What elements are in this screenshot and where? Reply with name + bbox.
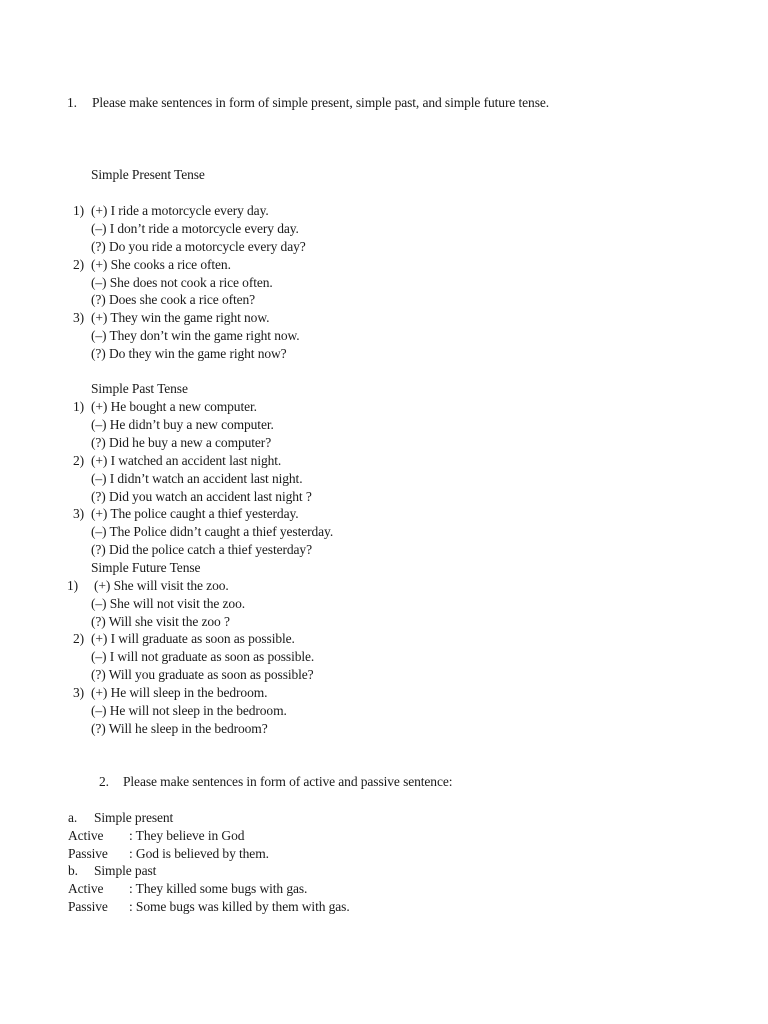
future-item-1-question: (?) Will she visit the zoo ? <box>91 614 230 629</box>
present-item-1-number: 1) <box>73 203 85 218</box>
future-item-3-positive: (+) He will sleep in the bedroom. <box>91 685 268 700</box>
voice-b-passive-sentence: : Some bugs was killed by them with gas. <box>129 899 350 914</box>
past-item-3-question: (?) Did the police catch a thief yesterday? <box>91 542 312 557</box>
future-item-3-number: 3) <box>73 685 85 700</box>
past-item-3-negative: (–) The Police didn’t caught a thief yesterday. <box>91 524 334 539</box>
future-item-3-negative: (–) He will not sleep in the bedroom. <box>91 703 287 718</box>
past-item-2-negative: (–) I didn’t watch an accident last night. <box>91 471 303 486</box>
question-1-number: 1. <box>67 95 77 110</box>
present-item-3-number: 3) <box>73 310 85 325</box>
past-heading: Simple Past Tense <box>91 381 188 396</box>
voice-b-active-label: Active <box>68 881 104 896</box>
voice-a-title: Simple present <box>94 810 174 825</box>
past-item-2-number: 2) <box>73 453 85 468</box>
voice-b-letter: b. <box>68 863 78 878</box>
voice-a-active-label: Active <box>68 828 104 843</box>
present-item-3-question: (?) Do they win the game right now? <box>91 346 287 361</box>
voice-b-passive-label: Passive <box>68 899 108 914</box>
present-item-3-negative: (–) They don’t win the game right now. <box>91 328 300 343</box>
future-item-1-negative: (–) She will not visit the zoo. <box>91 596 246 611</box>
future-item-2-positive: (+) I will graduate as soon as possible. <box>91 631 295 646</box>
past-item-3-number: 3) <box>73 506 85 521</box>
past-item-1-question: (?) Did he buy a new a computer? <box>91 435 272 450</box>
present-item-1-question: (?) Do you ride a motorcycle every day? <box>91 239 306 254</box>
past-item-1-number: 1) <box>73 399 85 414</box>
past-item-1-positive: (+) He bought a new computer. <box>91 399 257 414</box>
future-item-1-positive: (+) She will visit the zoo. <box>94 578 229 593</box>
present-item-3-positive: (+) They win the game right now. <box>91 310 270 325</box>
past-item-3-positive: (+) The police caught a thief yesterday. <box>91 506 299 521</box>
future-item-3-question: (?) Will he sleep in the bedroom? <box>91 721 268 736</box>
present-item-2-question: (?) Does she cook a rice often? <box>91 292 256 307</box>
future-item-1-number: 1) <box>67 578 79 593</box>
voice-b-active-sentence: : They killed some bugs with gas. <box>129 881 308 896</box>
present-item-2-number: 2) <box>73 257 85 272</box>
question-2-prompt: Please make sentences in form of active and passive sentence: <box>123 774 453 789</box>
future-item-2-negative: (–) I will not graduate as soon as possible. <box>91 649 315 664</box>
voice-a-passive-sentence: : God is believed by them. <box>129 846 269 861</box>
past-item-2-question: (?) Did you watch an accident last night ? <box>91 489 312 504</box>
future-heading: Simple Future Tense <box>91 560 201 575</box>
voice-a-active-sentence: : They believe in God <box>129 828 245 843</box>
present-item-1-negative: (–) I don’t ride a motorcycle every day. <box>91 221 299 236</box>
future-item-2-question: (?) Will you graduate as soon as possible? <box>91 667 314 682</box>
voice-a-passive-label: Passive <box>68 846 108 861</box>
present-item-2-negative: (–) She does not cook a rice often. <box>91 275 273 290</box>
voice-b-title: Simple past <box>94 863 157 878</box>
question-1-prompt: Please make sentences in form of simple present, simple past, and simple future tense. <box>92 95 550 110</box>
future-item-2-number: 2) <box>73 631 85 646</box>
question-2-number: 2. <box>99 774 109 789</box>
present-item-1-positive: (+) I ride a motorcycle every day. <box>91 203 269 218</box>
present-item-2-positive: (+) She cooks a rice often. <box>91 257 231 272</box>
past-item-2-positive: (+) I watched an accident last night. <box>91 453 282 468</box>
voice-a-letter: a. <box>68 810 78 825</box>
present-heading: Simple Present Tense <box>91 167 205 182</box>
past-item-1-negative: (–) He didn’t buy a new computer. <box>91 417 274 432</box>
